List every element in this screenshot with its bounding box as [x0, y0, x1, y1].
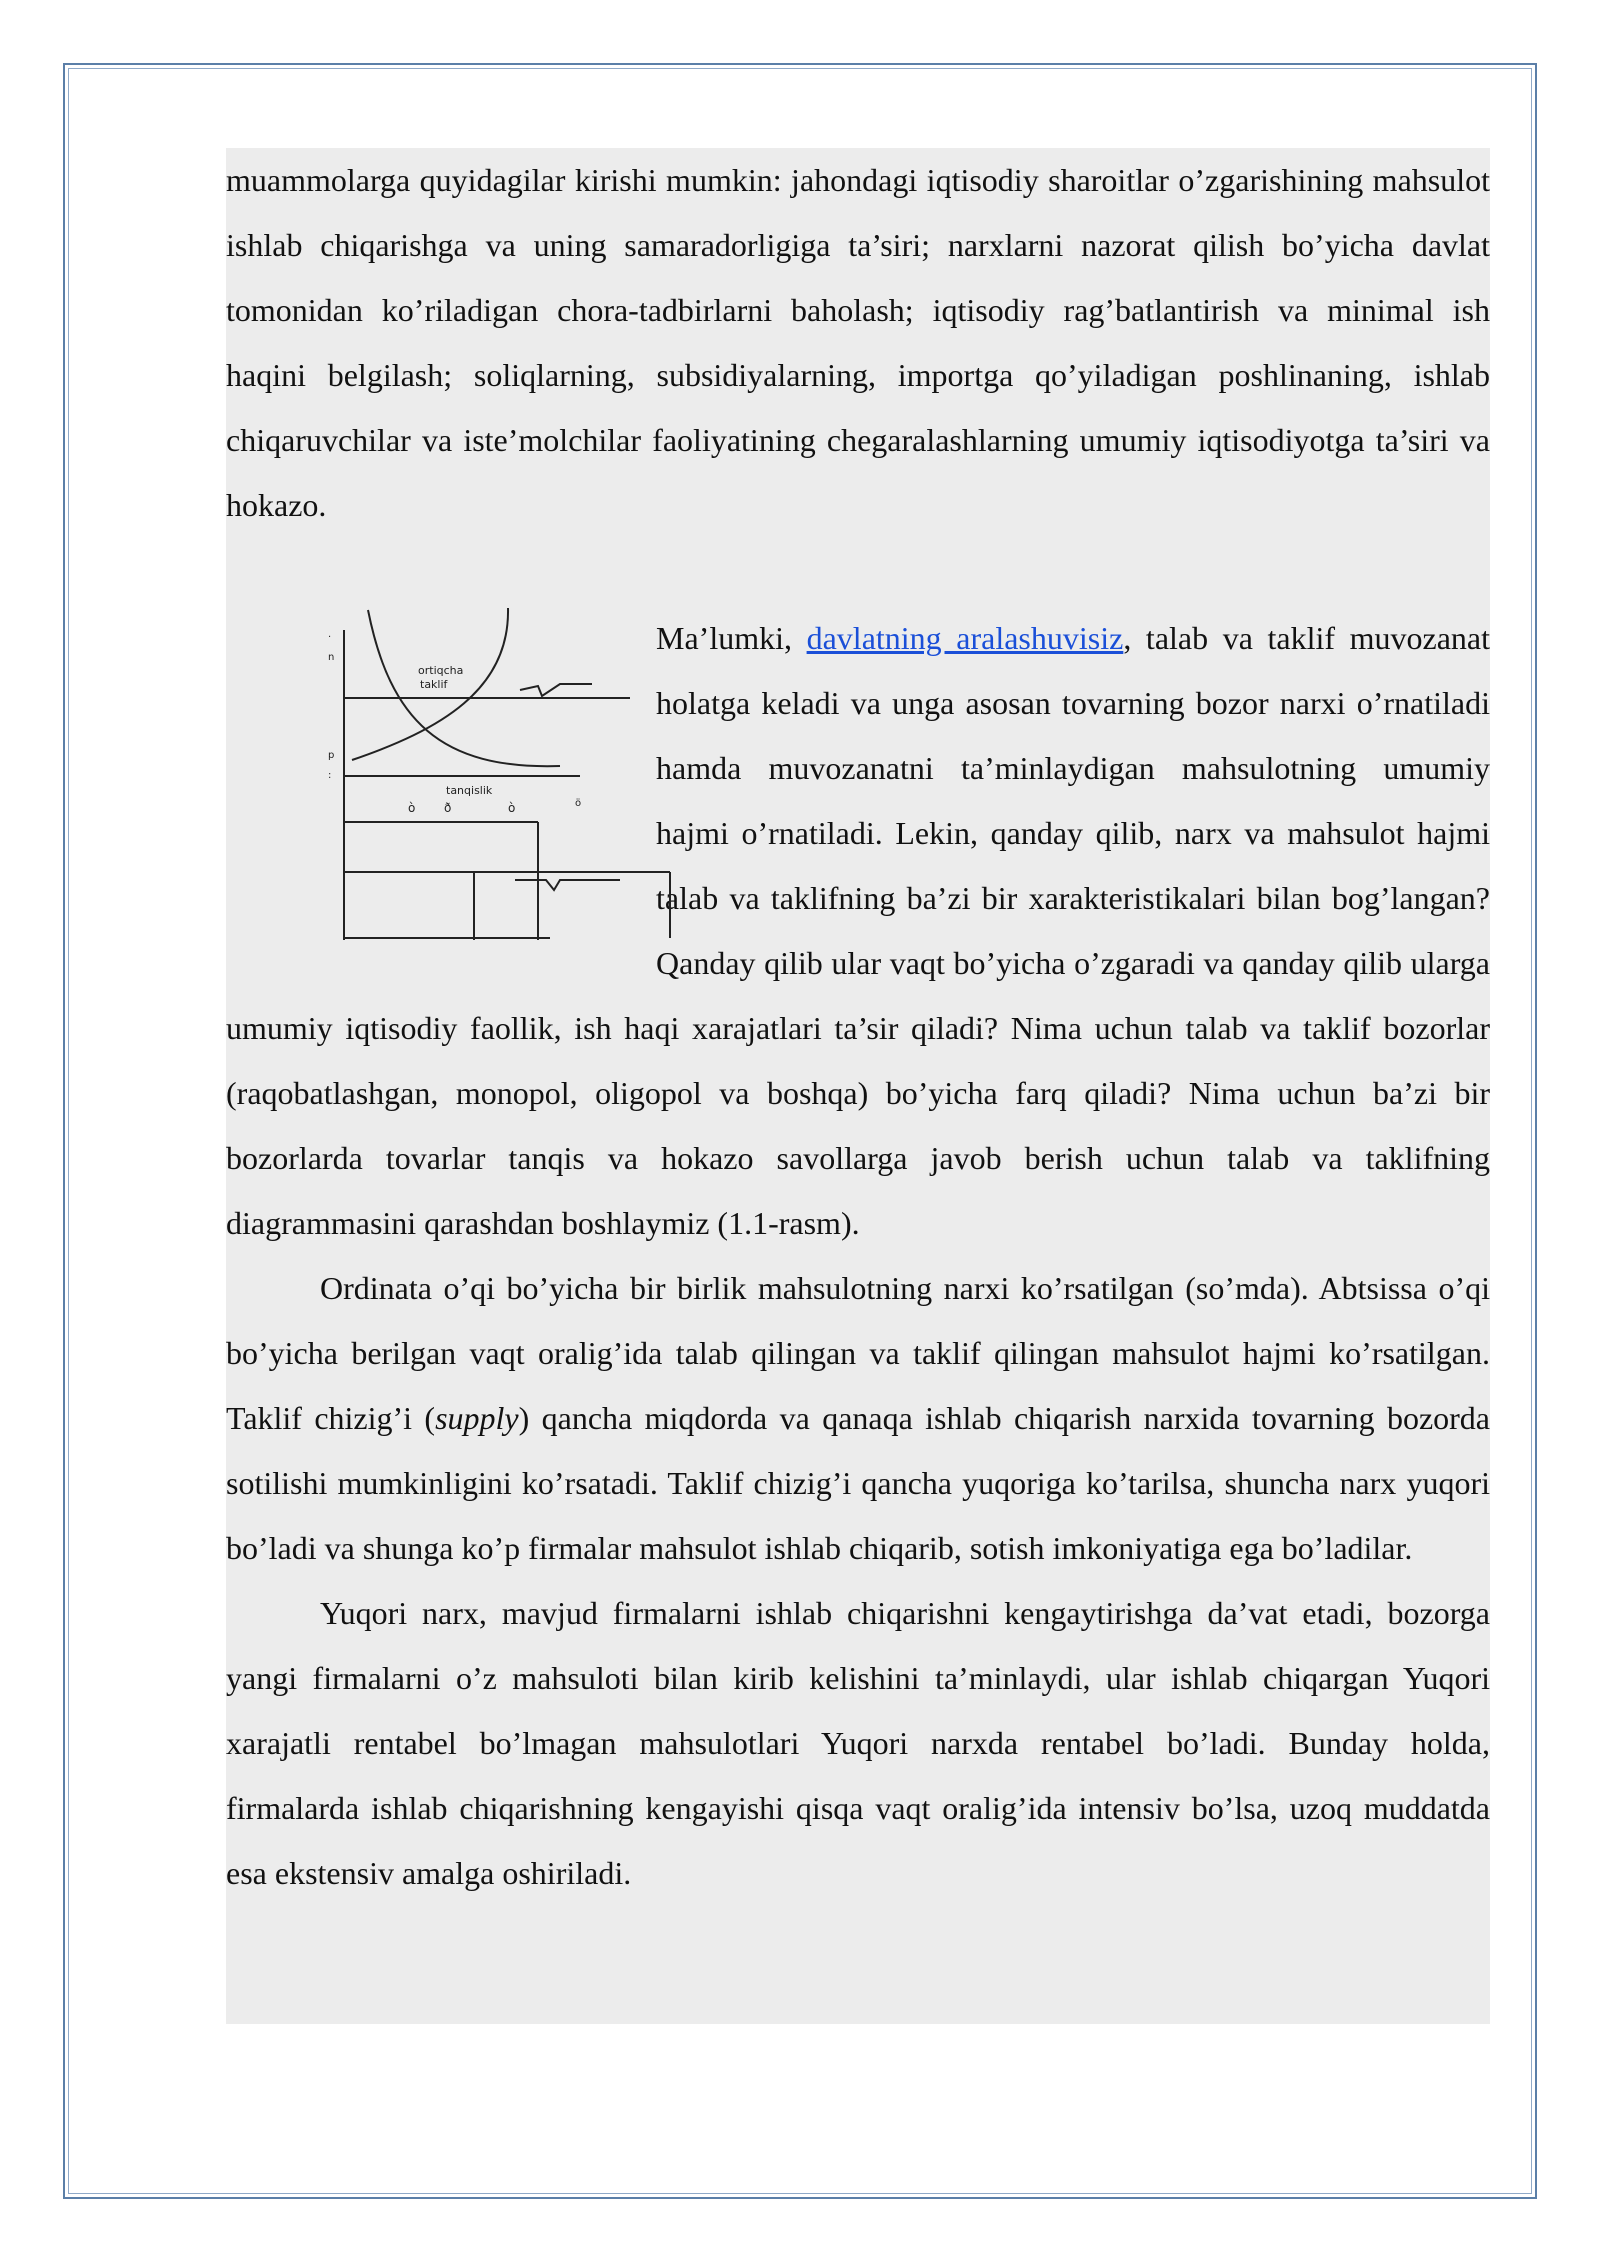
paragraph-2-start: Ma’lumki, — [656, 620, 807, 656]
y-tick-a: · — [328, 632, 332, 643]
bracket-bottom — [515, 880, 620, 890]
paragraph-3-b: ) qancha miqdorda va qanaqa ishlab chiqarish narxida tovarning bozorda sotilishi mumkinligini ko’rsatadi. Taklif chizig’i qancha yuqoriga ko’tarilsa, shuncha narx yuqori bo’ladi va shunga ko’p firmalar mahsulot ishlab chiqarib, sotish imkoniyatiga ega bo’ladilar. — [226, 1400, 1491, 1566]
paragraph-3 — [226, 1256, 1490, 1581]
paragraph-4: Yuqori narx, mavjud firmalarni ishlab chiqarishni kengaytirishga da’vat etadi, bozorga yangi firmalarni o’z mahsuloti bilan kirib kelishini ta’minlaydi, ular ishlab chiqargan Yuqori xarajatli rentabel bo’lmagan mahsulotlari Yuqori narxda rentabel bo’ladi. Bunday holda, firmalarda ishlab chiqarishning kengayishi qisqa vaqt oralig’ida intensiv bo’lsa, uzoq muddatda esa ekstensiv amalga oshiriladi. — [226, 1595, 1490, 1891]
paragraph-3-a: Ordinata o’qi bo’yicha bir birlik mahsulotning narxi ko’rsatilgan (so’mda). Abtsissa o’qi bo’yicha berilgan vaqt oralig’ida talab qilingan va taklif qilingan mahsulot hajmi ko’rsatilgan. Taklif chizig’i ( — [226, 1270, 1490, 1436]
davlatning-link[interactable]: davlatning aralashuvisiz — [806, 620, 1124, 656]
x-tick-c: ò — [508, 801, 516, 815]
supply-italic: supply — [435, 1400, 519, 1436]
label-surplus-2: taklif — [420, 678, 448, 691]
label-surplus-1: ortiqcha — [418, 664, 464, 677]
y-tick-d: : — [328, 770, 332, 781]
document-body — [226, 148, 1490, 2024]
label-shortage: tanqislik — [446, 784, 493, 797]
supply-demand-figure — [320, 600, 700, 940]
figure-svg — [320, 600, 700, 940]
y-tick-c: p — [328, 750, 335, 761]
paragraph-2-rest: , talab va taklif muvozanat holatga keladi va unga asosan tovarning bozor narxi o’rnatiladi hamda muvozanatni ta’minlaydigan mahsulotning umumiy hajmi o’rnatiladi. Lekin, qanday qilib, narx va mahsulot hajmi talab va taklifning ba’zi bir xarakteristikalari bilan bog’langan? Qanday qilib ular vaqt bo’yicha o’zgaradi va qanday qilib ularga umumiy iqtisodiy faollik, ish haqi xarajatlari ta’sir qiladi? Nima uchun talab va taklif bozorlar (raqobatlashgan, monopol, oligopol va boshqa) bo’yicha farq qiladi? Nima uchun ba’zi bir bozorlarda tovarlar tanqis va hokazo savollarga javob berish uchun talab va taklifning diagrammasini qarashdan boshlaymiz (1.1-rasm). — [226, 620, 1491, 1241]
bracket-top — [520, 684, 592, 696]
y-tick-b: n — [328, 652, 335, 663]
x-tick-d: ö — [575, 798, 582, 809]
x-tick-b: ð — [444, 801, 452, 815]
x-tick-a: ò — [408, 801, 416, 815]
paragraph-1: muammolarga quyidagilar kirishi mumkin: jahondagi iqtisodiy sharoitlar o’zgarishining mahsulot ishlab chiqarishga va uning samaradorligiga ta’siri; narxlarni nazorat qilish bo’yicha davlat tomonidan ko’riladigan chora-tadbirlarni baholash; iqtisodiy rag’batlantirish va minimal ish haqini belgilash; soliqlarning, subsidiyalarning, importga qo’yiladigan poshlinaning, ishlab chiqaruvchilar va iste’molchilar faoliyatining chegaralashlarning umumiy iqtisodiyotga ta’siri va hokazo. — [226, 162, 1490, 523]
text-block — [226, 148, 1490, 538]
